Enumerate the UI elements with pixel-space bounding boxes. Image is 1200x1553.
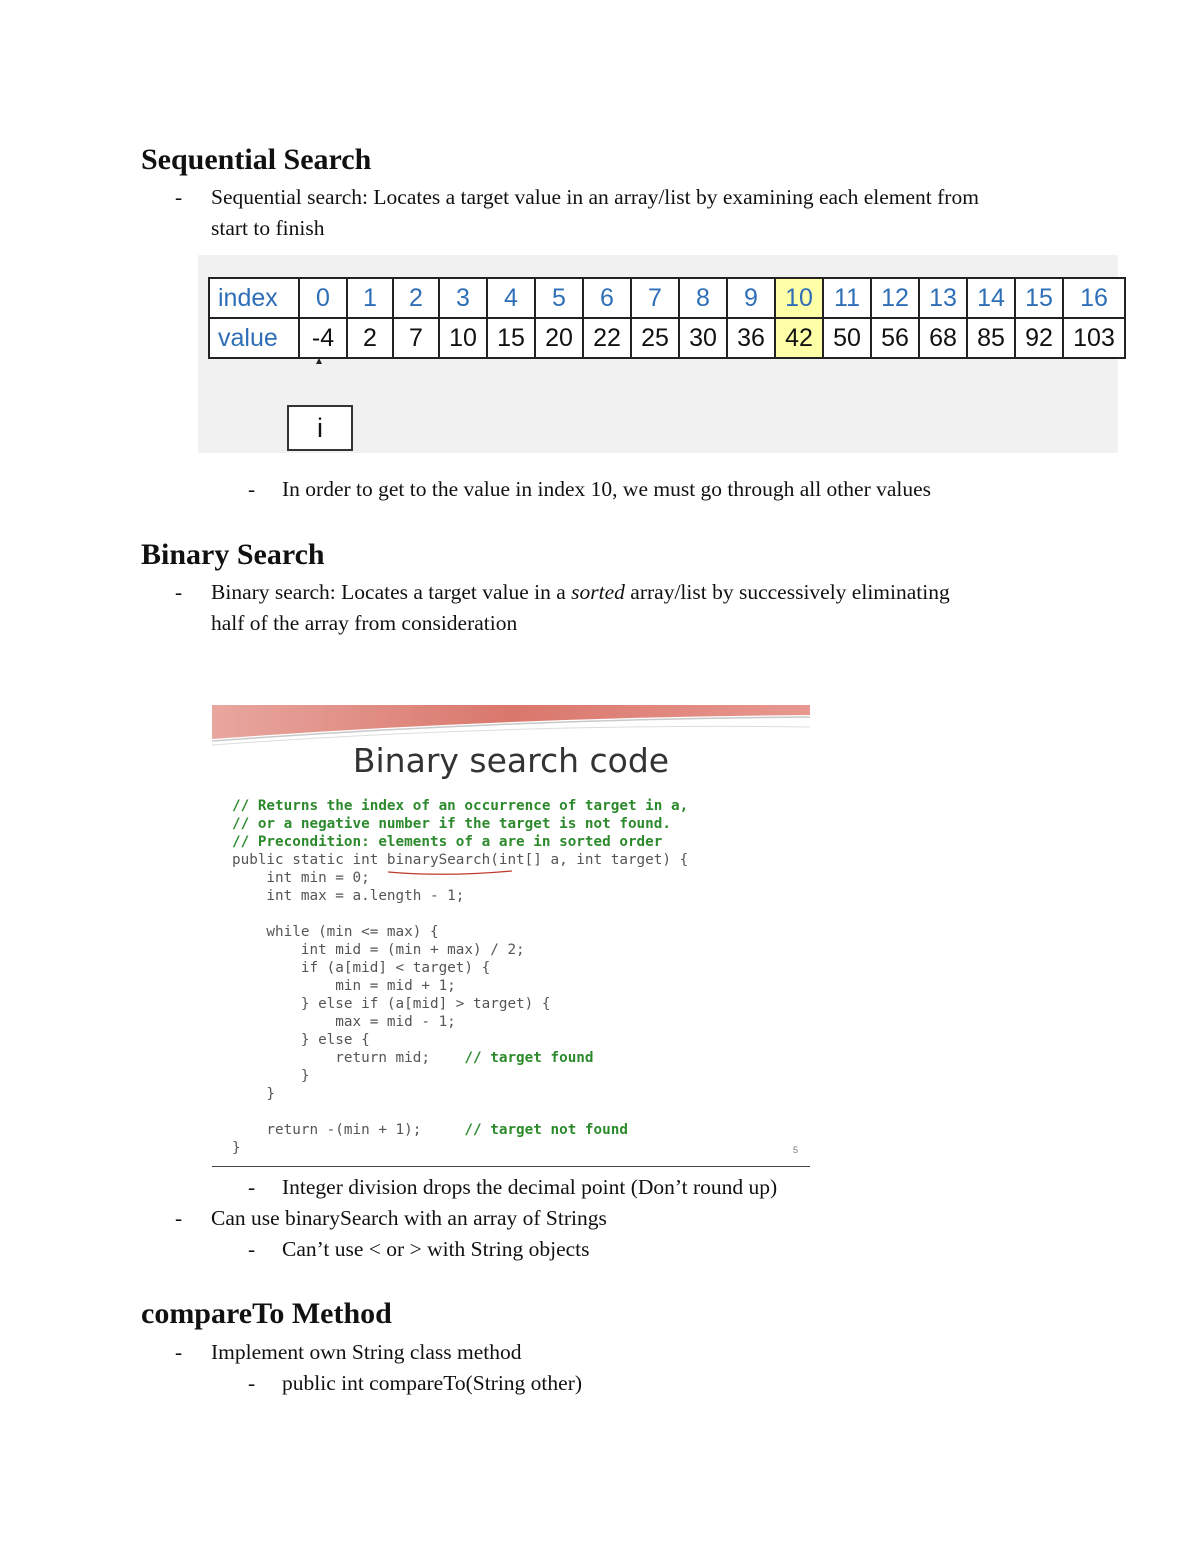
code-comment: // or a negative number if the target is not found. xyxy=(232,816,671,832)
code-comment: // target not found xyxy=(464,1122,628,1138)
value-cell: 15 xyxy=(487,318,535,358)
bullet-dash: - xyxy=(175,580,183,604)
definition-emphasis: sorted xyxy=(571,580,625,604)
value-cell: 42 xyxy=(775,318,823,358)
index-cell: 12 xyxy=(871,278,919,318)
slide-title: Binary search code xyxy=(352,741,670,780)
value-cell: 92 xyxy=(1015,318,1063,358)
definition-b: array/list by successively eliminating xyxy=(624,580,950,604)
code-line: min = mid + 1; xyxy=(232,978,456,994)
value-cell: 22 xyxy=(583,318,631,358)
bullet-binary-definition xyxy=(211,577,1091,639)
heading-binary-search: Binary Search xyxy=(141,538,325,571)
index-cell: 13 xyxy=(919,278,967,318)
code-comment: // target found xyxy=(464,1050,594,1066)
index-cell: 4 xyxy=(487,278,535,318)
value-cell: 56 xyxy=(871,318,919,358)
code-line: } else if (a[mid] > target) { xyxy=(232,996,551,1012)
index-cell: 11 xyxy=(823,278,871,318)
index-cell: 10 xyxy=(775,278,823,318)
index-cell: 7 xyxy=(631,278,679,318)
sub-bullet-sequential: In order to get to the value in index 10, we must go through all other values xyxy=(282,477,932,501)
binary-search-slide xyxy=(212,705,810,1163)
pointer-box: i xyxy=(287,405,353,451)
code-line xyxy=(232,834,662,850)
value-cell: -4 xyxy=(299,318,347,358)
index-cell: 8 xyxy=(679,278,727,318)
definition: Locates a target value in an array/list by examining each element from xyxy=(368,185,979,209)
code-line: return mid; // target found xyxy=(232,1050,594,1066)
value-cell: 10 xyxy=(439,318,487,358)
code-line: } xyxy=(232,1086,276,1102)
heading-sequential-search: Sequential Search xyxy=(141,143,372,176)
value-cell: 85 xyxy=(967,318,1015,358)
slide-page-number: 5 xyxy=(792,1145,798,1155)
code-comment: // Precondition: elements of a are in sorted order xyxy=(232,834,663,850)
code-line: return -(min + 1); // target not found xyxy=(232,1122,628,1138)
value-cell: 103 xyxy=(1063,318,1125,358)
index-cell: 14 xyxy=(967,278,1015,318)
code-line: int max = a.length - 1; xyxy=(232,888,465,904)
index-cell: 9 xyxy=(727,278,775,318)
bullet-dash: - xyxy=(175,1206,183,1230)
index-cell: 6 xyxy=(583,278,631,318)
sub-bullet-dash: - xyxy=(248,1175,256,1199)
array-table xyxy=(208,277,1126,359)
value-label: value xyxy=(209,318,299,358)
code-line: } else { xyxy=(232,1032,370,1048)
code-line: } xyxy=(232,1068,310,1084)
heading-compareto: compareTo Method xyxy=(141,1297,392,1330)
sub-bullet-integer-division: Integer division drops the decimal point (Don’t round up) xyxy=(282,1175,778,1199)
sub-bullet-dash: - xyxy=(248,1371,256,1395)
code-line xyxy=(232,816,671,832)
underline-mark xyxy=(386,868,516,878)
code-block xyxy=(232,797,688,1157)
code-line: int mid = (min + max) / 2; xyxy=(232,942,525,958)
code-line xyxy=(232,798,688,814)
index-cell: 2 xyxy=(393,278,439,318)
value-cell: 20 xyxy=(535,318,583,358)
index-cell: 15 xyxy=(1015,278,1063,318)
value-cell: 7 xyxy=(393,318,439,358)
slide-bottom-rule xyxy=(212,1166,810,1167)
bullet-sequential-definition xyxy=(211,182,1091,244)
code-line: while (min <= max) { xyxy=(232,924,439,940)
code-line: public static int binarySearch(int[] a, int target) { xyxy=(232,852,689,868)
sub-bullet-string-compare: Can’t use < or > with String objects xyxy=(282,1237,590,1261)
bullet-dash: - xyxy=(175,1340,183,1364)
value-cell: 30 xyxy=(679,318,727,358)
index-cell: 5 xyxy=(535,278,583,318)
code-comment: // Returns the index of an occurrence of target in a, xyxy=(232,798,689,814)
value-cell: 50 xyxy=(823,318,871,358)
sub-bullet-dash: - xyxy=(248,477,256,501)
code-line: if (a[mid] < target) { xyxy=(232,960,491,976)
value-row xyxy=(209,318,1125,358)
code-line: max = mid - 1; xyxy=(232,1014,456,1030)
code-line: } xyxy=(232,1140,241,1156)
definition-line2: half of the array from consideration xyxy=(211,611,518,635)
value-cell: 2 xyxy=(347,318,393,358)
bullet-implement: Implement own String class method xyxy=(211,1340,522,1364)
bullet-strings: Can use binarySearch with an array of Strings xyxy=(211,1206,607,1230)
index-label: index xyxy=(209,278,299,318)
value-cell: 25 xyxy=(631,318,679,358)
index-cell: 0 xyxy=(299,278,347,318)
value-cell: 68 xyxy=(919,318,967,358)
definition-a: Binary search: Locates a target value in a xyxy=(211,580,572,604)
value-cell: 36 xyxy=(727,318,775,358)
sub-bullet-dash: - xyxy=(248,1237,256,1261)
sub-bullet-signature: public int compareTo(String other) xyxy=(282,1371,583,1395)
term: Sequential search: xyxy=(211,185,369,209)
index-row xyxy=(209,278,1125,318)
index-cell: 16 xyxy=(1063,278,1125,318)
code-line: int min = 0; xyxy=(232,870,370,886)
bullet-dash: - xyxy=(175,185,183,209)
index-cell: 1 xyxy=(347,278,393,318)
index-cell: 3 xyxy=(439,278,487,318)
pointer-arrow-icon xyxy=(316,358,322,364)
definition-line2: start to finish xyxy=(211,216,325,240)
